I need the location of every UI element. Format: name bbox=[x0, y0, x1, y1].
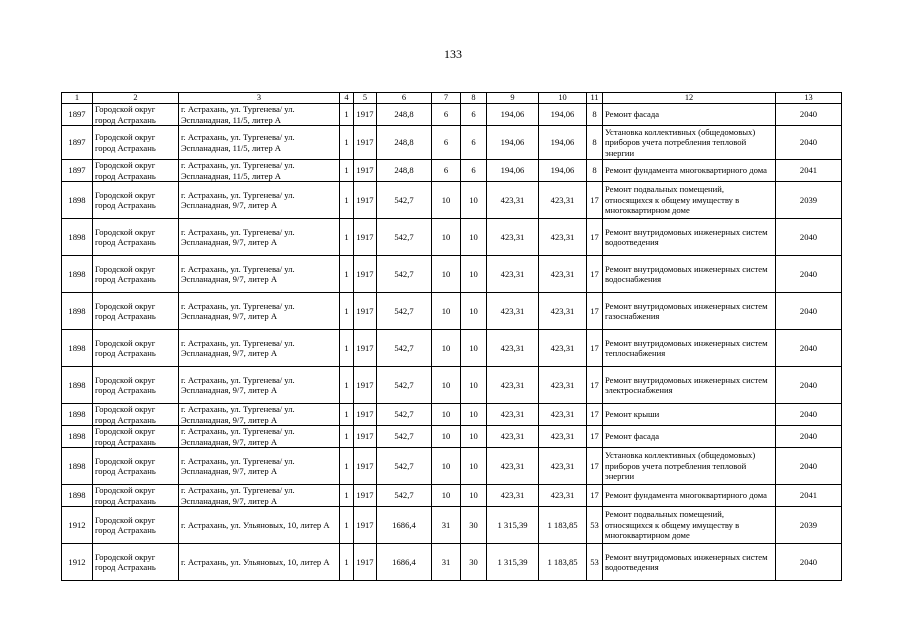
cell-c9: 423,31 bbox=[487, 330, 539, 367]
cell-plan: 2040 bbox=[776, 219, 842, 256]
cell-c9: 423,31 bbox=[487, 485, 539, 507]
cell-c10: 423,31 bbox=[539, 330, 587, 367]
cell-work: Ремонт внутридомовых инженерных систем водоотведения bbox=[603, 544, 776, 581]
cell-n: 1897 bbox=[62, 160, 93, 182]
cell-c8: 10 bbox=[461, 256, 487, 293]
cell-area: 248,8 bbox=[377, 104, 432, 126]
cell-plan: 2039 bbox=[776, 507, 842, 544]
cell-work: Ремонт внутридомовых инженерных систем водоотведения bbox=[603, 219, 776, 256]
cell-c8: 30 bbox=[461, 507, 487, 544]
cell-c9: 1 315,39 bbox=[487, 544, 539, 581]
cell-c9: 1 315,39 bbox=[487, 507, 539, 544]
cell-plan: 2040 bbox=[776, 126, 842, 160]
cell-c9: 423,31 bbox=[487, 293, 539, 330]
cell-c7: 6 bbox=[432, 104, 461, 126]
table-row bbox=[62, 367, 842, 404]
cell-c10: 194,06 bbox=[539, 104, 587, 126]
cell-addr: г. Астрахань, ул. Тургенева/ ул. Эспланадная, 11/5, литер А bbox=[179, 126, 340, 160]
table-row bbox=[62, 330, 842, 367]
cell-c11: 17 bbox=[587, 219, 603, 256]
cell-c9: 423,31 bbox=[487, 426, 539, 448]
cell-c7: 6 bbox=[432, 126, 461, 160]
cell-plan: 2040 bbox=[776, 367, 842, 404]
cell-c11: 17 bbox=[587, 182, 603, 219]
cell-c9: 423,31 bbox=[487, 256, 539, 293]
cell-c4: 1 bbox=[340, 160, 354, 182]
cell-area: 542,7 bbox=[377, 426, 432, 448]
cell-year: 1917 bbox=[354, 219, 377, 256]
cell-mun: Городской округ город Астрахань bbox=[93, 104, 179, 126]
cell-c4: 1 bbox=[340, 485, 354, 507]
cell-area: 542,7 bbox=[377, 367, 432, 404]
cell-addr: г. Астрахань, ул. Ульяновых, 10, литер А bbox=[179, 507, 340, 544]
cell-c4: 1 bbox=[340, 448, 354, 485]
cell-work: Ремонт внутридомовых инженерных систем теплоснабжения bbox=[603, 330, 776, 367]
cell-c8: 6 bbox=[461, 126, 487, 160]
cell-c4: 1 bbox=[340, 219, 354, 256]
cell-c8: 10 bbox=[461, 426, 487, 448]
table-row bbox=[62, 256, 842, 293]
table-row bbox=[62, 485, 842, 507]
cell-year: 1917 bbox=[354, 404, 377, 426]
column-header: 1 bbox=[62, 93, 93, 104]
cell-c10: 423,31 bbox=[539, 219, 587, 256]
column-header: 13 bbox=[776, 93, 842, 104]
cell-year: 1917 bbox=[354, 426, 377, 448]
cell-c9: 194,06 bbox=[487, 104, 539, 126]
cell-c4: 1 bbox=[340, 126, 354, 160]
cell-c7: 10 bbox=[432, 367, 461, 404]
cell-c7: 31 bbox=[432, 507, 461, 544]
cell-mun: Городской округ город Астрахань bbox=[93, 367, 179, 404]
cell-work: Ремонт фасада bbox=[603, 104, 776, 126]
column-header: 2 bbox=[93, 93, 179, 104]
cell-year: 1917 bbox=[354, 507, 377, 544]
cell-year: 1917 bbox=[354, 160, 377, 182]
cell-c7: 10 bbox=[432, 293, 461, 330]
cell-c7: 10 bbox=[432, 182, 461, 219]
cell-c9: 423,31 bbox=[487, 367, 539, 404]
cell-c11: 17 bbox=[587, 367, 603, 404]
cell-c11: 17 bbox=[587, 404, 603, 426]
cell-c10: 423,31 bbox=[539, 367, 587, 404]
cell-c7: 10 bbox=[432, 256, 461, 293]
cell-c9: 423,31 bbox=[487, 448, 539, 485]
cell-c8: 10 bbox=[461, 448, 487, 485]
cell-addr: г. Астрахань, ул. Тургенева/ ул. Эспланадная, 9/7, литер А bbox=[179, 367, 340, 404]
cell-work: Установка коллективных (общедомовых) приборов учета потребления тепловой энергии bbox=[603, 126, 776, 160]
cell-mun: Городской округ город Астрахань bbox=[93, 404, 179, 426]
cell-mun: Городской округ город Астрахань bbox=[93, 485, 179, 507]
cell-area: 1686,4 bbox=[377, 507, 432, 544]
cell-mun: Городской округ город Астрахань bbox=[93, 293, 179, 330]
table-row bbox=[62, 293, 842, 330]
cell-addr: г. Астрахань, ул. Тургенева/ ул. Эспланадная, 11/5, литер А bbox=[179, 104, 340, 126]
cell-addr: г. Астрахань, ул. Тургенева/ ул. Эспланадная, 9/7, литер А bbox=[179, 256, 340, 293]
table-row bbox=[62, 126, 842, 160]
cell-c8: 10 bbox=[461, 485, 487, 507]
cell-year: 1917 bbox=[354, 485, 377, 507]
column-header: 8 bbox=[461, 93, 487, 104]
cell-mun: Городской округ город Астрахань bbox=[93, 330, 179, 367]
cell-plan: 2040 bbox=[776, 330, 842, 367]
column-number-row bbox=[62, 93, 842, 104]
cell-c10: 194,06 bbox=[539, 126, 587, 160]
cell-c8: 10 bbox=[461, 293, 487, 330]
table-row bbox=[62, 219, 842, 256]
cell-plan: 2040 bbox=[776, 426, 842, 448]
cell-c11: 17 bbox=[587, 256, 603, 293]
table-row bbox=[62, 544, 842, 581]
cell-plan: 2041 bbox=[776, 160, 842, 182]
cell-area: 542,7 bbox=[377, 485, 432, 507]
cell-addr: г. Астрахань, ул. Тургенева/ ул. Эспланадная, 9/7, литер А bbox=[179, 448, 340, 485]
cell-c8: 10 bbox=[461, 330, 487, 367]
cell-plan: 2040 bbox=[776, 256, 842, 293]
table-row bbox=[62, 160, 842, 182]
cell-c7: 10 bbox=[432, 330, 461, 367]
cell-plan: 2041 bbox=[776, 485, 842, 507]
cell-area: 542,7 bbox=[377, 293, 432, 330]
column-header: 6 bbox=[377, 93, 432, 104]
cell-plan: 2040 bbox=[776, 544, 842, 581]
cell-c11: 17 bbox=[587, 485, 603, 507]
cell-work: Ремонт внутридомовых инженерных систем газоснабжения bbox=[603, 293, 776, 330]
cell-mun: Городской округ город Астрахань bbox=[93, 426, 179, 448]
cell-c7: 10 bbox=[432, 404, 461, 426]
cell-c7: 10 bbox=[432, 485, 461, 507]
cell-n: 1898 bbox=[62, 293, 93, 330]
cell-c11: 8 bbox=[587, 160, 603, 182]
cell-n: 1898 bbox=[62, 485, 93, 507]
cell-c4: 1 bbox=[340, 293, 354, 330]
cell-work: Ремонт фундамента многоквартирного дома bbox=[603, 160, 776, 182]
cell-addr: г. Астрахань, ул. Тургенева/ ул. Эспланадная, 9/7, литер А bbox=[179, 404, 340, 426]
column-header: 10 bbox=[539, 93, 587, 104]
cell-c10: 194,06 bbox=[539, 160, 587, 182]
cell-area: 248,8 bbox=[377, 160, 432, 182]
cell-c11: 53 bbox=[587, 507, 603, 544]
cell-mun: Городской округ город Астрахань bbox=[93, 126, 179, 160]
cell-area: 542,7 bbox=[377, 404, 432, 426]
cell-c11: 17 bbox=[587, 330, 603, 367]
cell-c4: 1 bbox=[340, 367, 354, 404]
cell-n: 1898 bbox=[62, 426, 93, 448]
cell-n: 1897 bbox=[62, 104, 93, 126]
cell-c10: 1 183,85 bbox=[539, 544, 587, 581]
cell-c7: 10 bbox=[432, 219, 461, 256]
cell-area: 542,7 bbox=[377, 256, 432, 293]
column-header: 4 bbox=[340, 93, 354, 104]
cell-work: Ремонт подвальных помещений, относящихся к общему имуществу в многоквартирном доме bbox=[603, 182, 776, 219]
cell-c4: 1 bbox=[340, 256, 354, 293]
column-header: 9 bbox=[487, 93, 539, 104]
cell-n: 1897 bbox=[62, 126, 93, 160]
cell-addr: г. Астрахань, ул. Тургенева/ ул. Эспланадная, 9/7, литер А bbox=[179, 182, 340, 219]
cell-c4: 1 bbox=[340, 544, 354, 581]
cell-mun: Городской округ город Астрахань bbox=[93, 219, 179, 256]
cell-c10: 423,31 bbox=[539, 485, 587, 507]
cell-c7: 10 bbox=[432, 426, 461, 448]
cell-work: Ремонт крыши bbox=[603, 404, 776, 426]
cell-c4: 1 bbox=[340, 104, 354, 126]
cell-c9: 423,31 bbox=[487, 182, 539, 219]
cell-work: Ремонт внутридомовых инженерных систем водоснабжения bbox=[603, 256, 776, 293]
cell-c9: 423,31 bbox=[487, 219, 539, 256]
cell-work: Ремонт фасада bbox=[603, 426, 776, 448]
cell-c10: 423,31 bbox=[539, 293, 587, 330]
table-row bbox=[62, 104, 842, 126]
cell-c8: 6 bbox=[461, 160, 487, 182]
cell-c4: 1 bbox=[340, 507, 354, 544]
cell-mun: Городской округ город Астрахань bbox=[93, 160, 179, 182]
cell-n: 1898 bbox=[62, 367, 93, 404]
cell-addr: г. Астрахань, ул. Тургенева/ ул. Эспланадная, 11/5, литер А bbox=[179, 160, 340, 182]
cell-area: 542,7 bbox=[377, 448, 432, 485]
cell-c4: 1 bbox=[340, 404, 354, 426]
cell-mun: Городской округ город Астрахань bbox=[93, 256, 179, 293]
cell-n: 1912 bbox=[62, 507, 93, 544]
cell-work: Ремонт фундамента многоквартирного дома bbox=[603, 485, 776, 507]
cell-c4: 1 bbox=[340, 330, 354, 367]
table-row bbox=[62, 404, 842, 426]
cell-year: 1917 bbox=[354, 104, 377, 126]
cell-year: 1917 bbox=[354, 256, 377, 293]
cell-c8: 10 bbox=[461, 367, 487, 404]
repair-schedule-table bbox=[61, 92, 842, 581]
cell-n: 1898 bbox=[62, 182, 93, 219]
cell-year: 1917 bbox=[354, 367, 377, 404]
cell-mun: Городской округ город Астрахань bbox=[93, 448, 179, 485]
cell-c7: 6 bbox=[432, 160, 461, 182]
cell-c4: 1 bbox=[340, 182, 354, 219]
cell-n: 1898 bbox=[62, 448, 93, 485]
cell-plan: 2040 bbox=[776, 404, 842, 426]
cell-n: 1912 bbox=[62, 544, 93, 581]
cell-area: 542,7 bbox=[377, 182, 432, 219]
cell-year: 1917 bbox=[354, 330, 377, 367]
table-row bbox=[62, 448, 842, 485]
cell-area: 248,8 bbox=[377, 126, 432, 160]
cell-work: Ремонт внутридомовых инженерных систем электроснабжения bbox=[603, 367, 776, 404]
cell-c9: 194,06 bbox=[487, 160, 539, 182]
cell-c11: 17 bbox=[587, 448, 603, 485]
table-row bbox=[62, 426, 842, 448]
cell-c9: 194,06 bbox=[487, 126, 539, 160]
cell-c10: 423,31 bbox=[539, 448, 587, 485]
cell-mun: Городской округ город Астрахань bbox=[93, 507, 179, 544]
cell-c9: 423,31 bbox=[487, 404, 539, 426]
cell-year: 1917 bbox=[354, 182, 377, 219]
column-header: 7 bbox=[432, 93, 461, 104]
cell-c8: 30 bbox=[461, 544, 487, 581]
cell-c10: 423,31 bbox=[539, 256, 587, 293]
cell-n: 1898 bbox=[62, 404, 93, 426]
cell-area: 1686,4 bbox=[377, 544, 432, 581]
column-header: 12 bbox=[603, 93, 776, 104]
cell-plan: 2040 bbox=[776, 448, 842, 485]
cell-c11: 53 bbox=[587, 544, 603, 581]
cell-addr: г. Астрахань, ул. Тургенева/ ул. Эспланадная, 9/7, литер А bbox=[179, 219, 340, 256]
cell-plan: 2040 bbox=[776, 293, 842, 330]
column-header: 5 bbox=[354, 93, 377, 104]
cell-n: 1898 bbox=[62, 330, 93, 367]
cell-area: 542,7 bbox=[377, 219, 432, 256]
cell-year: 1917 bbox=[354, 293, 377, 330]
cell-addr: г. Астрахань, ул. Тургенева/ ул. Эспланадная, 9/7, литер А bbox=[179, 485, 340, 507]
cell-c8: 10 bbox=[461, 404, 487, 426]
cell-n: 1898 bbox=[62, 219, 93, 256]
cell-year: 1917 bbox=[354, 126, 377, 160]
cell-c10: 1 183,85 bbox=[539, 507, 587, 544]
cell-c4: 1 bbox=[340, 426, 354, 448]
cell-c7: 10 bbox=[432, 448, 461, 485]
cell-mun: Городской округ город Астрахань bbox=[93, 182, 179, 219]
cell-c8: 6 bbox=[461, 104, 487, 126]
table-body bbox=[62, 104, 842, 581]
cell-addr: г. Астрахань, ул. Тургенева/ ул. Эспланадная, 9/7, литер А bbox=[179, 330, 340, 367]
cell-plan: 2039 bbox=[776, 182, 842, 219]
cell-c10: 423,31 bbox=[539, 404, 587, 426]
cell-n: 1898 bbox=[62, 256, 93, 293]
cell-plan: 2040 bbox=[776, 104, 842, 126]
cell-work: Ремонт подвальных помещений, относящихся к общему имуществу в многоквартирном доме bbox=[603, 507, 776, 544]
cell-addr: г. Астрахань, ул. Тургенева/ ул. Эспланадная, 9/7, литер А bbox=[179, 293, 340, 330]
cell-c11: 8 bbox=[587, 104, 603, 126]
cell-c10: 423,31 bbox=[539, 182, 587, 219]
table-row bbox=[62, 507, 842, 544]
cell-mun: Городской округ город Астрахань bbox=[93, 544, 179, 581]
cell-work: Установка коллективных (общедомовых) приборов учета потребления тепловой энергии bbox=[603, 448, 776, 485]
cell-area: 542,7 bbox=[377, 330, 432, 367]
cell-c11: 17 bbox=[587, 293, 603, 330]
cell-c11: 8 bbox=[587, 126, 603, 160]
cell-c10: 423,31 bbox=[539, 426, 587, 448]
table-row bbox=[62, 182, 842, 219]
cell-year: 1917 bbox=[354, 544, 377, 581]
column-header: 3 bbox=[179, 93, 340, 104]
cell-addr: г. Астрахань, ул. Ульяновых, 10, литер А bbox=[179, 544, 340, 581]
cell-c8: 10 bbox=[461, 182, 487, 219]
cell-addr: г. Астрахань, ул. Тургенева/ ул. Эспланадная, 9/7, литер А bbox=[179, 426, 340, 448]
cell-c7: 31 bbox=[432, 544, 461, 581]
cell-c8: 10 bbox=[461, 219, 487, 256]
column-header: 11 bbox=[587, 93, 603, 104]
cell-year: 1917 bbox=[354, 448, 377, 485]
page-number: 133 bbox=[444, 47, 462, 61]
cell-c11: 17 bbox=[587, 426, 603, 448]
